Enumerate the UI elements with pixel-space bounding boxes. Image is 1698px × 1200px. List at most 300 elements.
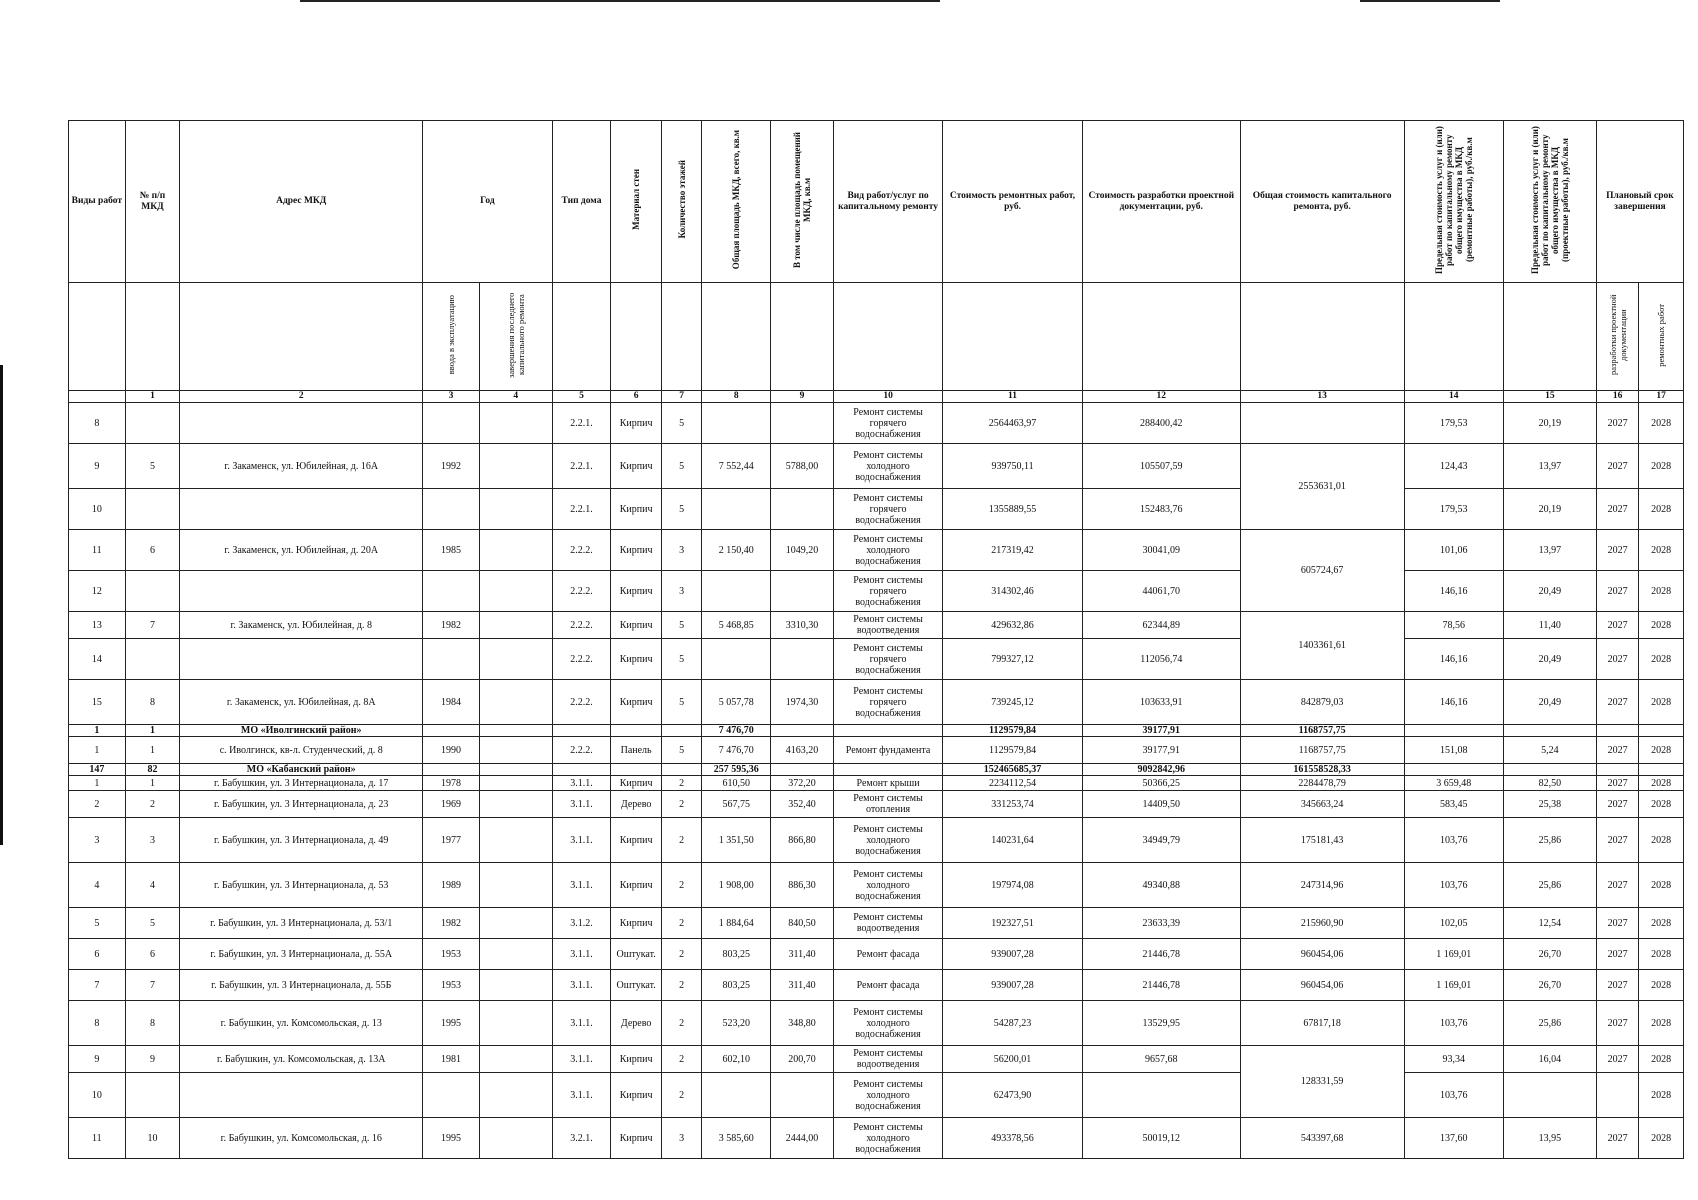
- table-cell: 1 884,64: [702, 908, 771, 939]
- table-cell: [479, 612, 552, 639]
- table-cell: 605724,67: [1240, 530, 1404, 612]
- table-cell: Ремонт системы горячего водоснабжения: [833, 489, 942, 530]
- table-cell: 6: [125, 939, 180, 970]
- table-cell: 493378,56: [943, 1118, 1083, 1159]
- table-cell: [1404, 725, 1503, 737]
- table-cell: [180, 1073, 423, 1118]
- table-cell: 5: [661, 737, 701, 764]
- table-cell: 5: [69, 908, 126, 939]
- table-cell: МО «Иволгинский район»: [180, 725, 423, 737]
- table-cell: 2: [661, 1046, 701, 1073]
- table-cell: [423, 639, 480, 680]
- table-cell: 9657,68: [1082, 1046, 1240, 1073]
- table-cell: 2.2.2.: [552, 530, 611, 571]
- table-cell: 2028: [1639, 1073, 1684, 1118]
- table-cell: 2027: [1596, 571, 1638, 612]
- table-cell: [180, 283, 423, 391]
- table-cell: 9: [771, 391, 834, 403]
- table-cell: 4: [69, 863, 126, 908]
- repair-register-table: [68, 120, 1684, 1159]
- table-cell: [943, 283, 1083, 391]
- table-cell: 3.1.2.: [552, 908, 611, 939]
- col-year-commissioning: ввода в эксплуатацию: [423, 283, 480, 391]
- table-cell: 78,56: [1404, 612, 1503, 639]
- table-cell: [479, 680, 552, 725]
- table-cell: [702, 571, 771, 612]
- table-cell: 67817,18: [1240, 1001, 1404, 1046]
- table-cell: Кирпич: [611, 489, 662, 530]
- table-cell: 1 908,00: [702, 863, 771, 908]
- table-cell: 2.2.2.: [552, 612, 611, 639]
- table-cell: 2027: [1596, 970, 1638, 1001]
- table-cell: 2028: [1639, 639, 1684, 680]
- table-cell: 3.1.1.: [552, 791, 611, 818]
- table-cell: [833, 725, 942, 737]
- table-cell: Ремонт фасада: [833, 970, 942, 1001]
- table-cell: Кирпич: [611, 680, 662, 725]
- table-cell: 429632,86: [943, 612, 1083, 639]
- table-cell: Ремонт системы водоотведения: [833, 612, 942, 639]
- table-cell: 311,40: [771, 970, 834, 1001]
- table-cell: 21446,78: [1082, 939, 1240, 970]
- table-cell: 2: [661, 908, 701, 939]
- table-cell: 247314,96: [1240, 863, 1404, 908]
- col-area: Общая площадь МКД, всего, кв.м: [702, 121, 771, 283]
- table-cell: 5 057,78: [702, 680, 771, 725]
- table-cell: [180, 403, 423, 444]
- table-cell: [423, 571, 480, 612]
- table-cell: 5,24: [1503, 737, 1596, 764]
- table-cell: 20,49: [1503, 680, 1596, 725]
- table-row: [69, 908, 1684, 939]
- table-cell: 13: [1240, 391, 1404, 403]
- table-cell: 3.1.1.: [552, 818, 611, 863]
- table-cell: 2027: [1596, 530, 1638, 571]
- table-cell: 2: [661, 776, 701, 791]
- table-cell: [479, 530, 552, 571]
- table-cell: [125, 639, 180, 680]
- table-cell: 2.2.2.: [552, 639, 611, 680]
- table-cell: 11: [943, 391, 1083, 403]
- table-cell: 2028: [1639, 612, 1684, 639]
- col-vidy-rabot: Виды работ: [69, 121, 126, 283]
- table-cell: Кирпич: [611, 908, 662, 939]
- col-total-cost: Общая стоимость капитального ремонта, руб.: [1240, 121, 1404, 283]
- table-cell: 4163,20: [771, 737, 834, 764]
- table-cell: 93,34: [1404, 1046, 1503, 1073]
- table-cell: 2028: [1639, 939, 1684, 970]
- table-cell: 523,20: [702, 1001, 771, 1046]
- table-cell: 602,10: [702, 1046, 771, 1073]
- table-cell: [479, 639, 552, 680]
- scan-edge-line: [1360, 0, 1500, 2]
- table-cell: 6: [125, 530, 180, 571]
- table-cell: [125, 571, 180, 612]
- table-cell: 3: [423, 391, 480, 403]
- table-cell: Ремонт системы горячего водоснабжения: [833, 639, 942, 680]
- table-cell: [479, 863, 552, 908]
- table-cell: 16: [1596, 391, 1638, 403]
- table-cell: 25,86: [1503, 863, 1596, 908]
- table-cell: 3.1.1.: [552, 863, 611, 908]
- table-cell: 939007,28: [943, 939, 1083, 970]
- table-cell: Кирпич: [611, 530, 662, 571]
- table-cell: 1990: [423, 737, 480, 764]
- table-cell: 146,16: [1404, 571, 1503, 612]
- table-cell: 257 595,36: [702, 764, 771, 776]
- table-cell: Ремонт системы горячего водоснабжения: [833, 680, 942, 725]
- table-cell: 15: [1503, 391, 1596, 403]
- table-cell: Ремонт системы отопления: [833, 791, 942, 818]
- table-cell: 610,50: [702, 776, 771, 791]
- table-cell: 1: [125, 391, 180, 403]
- table-cell: [479, 776, 552, 791]
- table-cell: [479, 818, 552, 863]
- table-cell: [1503, 1073, 1596, 1118]
- table-cell: [1240, 283, 1404, 391]
- table-cell: Ремонт системы холодного водоснабжения: [833, 1073, 942, 1118]
- table-cell: 10: [69, 1073, 126, 1118]
- table-cell: 2027: [1596, 863, 1638, 908]
- table-cell: 348,80: [771, 1001, 834, 1046]
- table-cell: 16,04: [1503, 1046, 1596, 1073]
- table-cell: Кирпич: [611, 1073, 662, 1118]
- table-cell: [180, 571, 423, 612]
- table-cell: г. Бабушкин, ул. 3 Интернационала, д. 53: [180, 863, 423, 908]
- table-cell: 5788,00: [771, 444, 834, 489]
- table-cell: 10: [69, 489, 126, 530]
- table-row: [69, 639, 1684, 680]
- column-numbers-row: [69, 391, 1684, 403]
- table-cell: 2 150,40: [702, 530, 771, 571]
- table-cell: 175181,43: [1240, 818, 1404, 863]
- table-cell: 1: [125, 776, 180, 791]
- table-cell: 2: [661, 1073, 701, 1118]
- table-cell: 56200,01: [943, 1046, 1083, 1073]
- table-cell: 2028: [1639, 530, 1684, 571]
- table-cell: 103633,91: [1082, 680, 1240, 725]
- table-cell: [1240, 403, 1404, 444]
- table-cell: 13: [69, 612, 126, 639]
- table-cell: 197974,08: [943, 863, 1083, 908]
- table-cell: 2028: [1639, 680, 1684, 725]
- table-cell: 161558528,33: [1240, 764, 1404, 776]
- table-cell: 2028: [1639, 908, 1684, 939]
- table-cell: 1953: [423, 970, 480, 1001]
- col-floors: Количество этажей: [661, 121, 701, 283]
- table-cell: 1982: [423, 612, 480, 639]
- table-cell: Ремонт системы горячего водоснабжения: [833, 403, 942, 444]
- table-cell: [1082, 1073, 1240, 1118]
- table-cell: Ремонт системы холодного водоснабжения: [833, 530, 942, 571]
- table-cell: 939750,11: [943, 444, 1083, 489]
- col-design-cost: Стоимость разработки проектной документации, руб.: [1082, 121, 1240, 283]
- table-cell: 1 169,01: [1404, 939, 1503, 970]
- table-cell: [702, 1073, 771, 1118]
- table-cell: 25,38: [1503, 791, 1596, 818]
- table-cell: 50366,25: [1082, 776, 1240, 791]
- table-cell: 960454,06: [1240, 970, 1404, 1001]
- table-cell: 20,19: [1503, 489, 1596, 530]
- table-cell: 960454,06: [1240, 939, 1404, 970]
- table-cell: [1596, 725, 1638, 737]
- scan-edge-line: [0, 365, 3, 845]
- table-cell: 2.2.2.: [552, 680, 611, 725]
- table-cell: [479, 571, 552, 612]
- table-cell: Кирпич: [611, 1118, 662, 1159]
- table-cell: 7 476,70: [702, 725, 771, 737]
- col-np: № п/п МКД: [125, 121, 180, 283]
- col-year-last-repair: завершения последнего капитального ремонта: [479, 283, 552, 391]
- table-cell: [1503, 283, 1596, 391]
- table-cell: 1168757,75: [1240, 737, 1404, 764]
- table-row: [69, 970, 1684, 1001]
- table-cell: 13,97: [1503, 444, 1596, 489]
- table-cell: 15: [69, 680, 126, 725]
- table-cell: 3.1.1.: [552, 1073, 611, 1118]
- table-cell: 2553631,01: [1240, 444, 1404, 530]
- table-cell: 2: [661, 863, 701, 908]
- table-cell: [180, 639, 423, 680]
- table-cell: Ремонт системы холодного водоснабжения: [833, 1118, 942, 1159]
- table-cell: [479, 1001, 552, 1046]
- table-cell: Ремонт фундамента: [833, 737, 942, 764]
- table-cell: 20,19: [1503, 403, 1596, 444]
- table-cell: Ремонт системы водоотведения: [833, 908, 942, 939]
- table-row: [69, 1046, 1684, 1073]
- table-cell: 124,43: [1404, 444, 1503, 489]
- table-cell: [702, 639, 771, 680]
- table-cell: 3: [661, 571, 701, 612]
- table-cell: 5: [661, 612, 701, 639]
- table-cell: Оштукат.: [611, 939, 662, 970]
- table-cell: 39177,91: [1082, 725, 1240, 737]
- table-cell: [611, 725, 662, 737]
- table-cell: [1503, 725, 1596, 737]
- table-cell: [1639, 764, 1684, 776]
- table-cell: 7: [661, 391, 701, 403]
- table-row: [69, 680, 1684, 725]
- table-cell: 5: [661, 444, 701, 489]
- table-cell: Кирпич: [611, 403, 662, 444]
- col-limit-repair: Предельная стоимость услуг и (или) работ по капитальному ремонту общего имущества в МКД (ремонтные работы), руб./кв.м: [1404, 121, 1503, 283]
- municipality-summary-row: [69, 725, 1684, 737]
- table-cell: 2028: [1639, 970, 1684, 1001]
- table-cell: г. Закаменск, ул. Юбилейная, д. 8: [180, 612, 423, 639]
- table-cell: Дерево: [611, 1001, 662, 1046]
- table-cell: 82: [125, 764, 180, 776]
- table-cell: 8: [69, 403, 126, 444]
- table-cell: 8: [125, 680, 180, 725]
- table-cell: г. Бабушкин, ул. 3 Интернационала, д. 17: [180, 776, 423, 791]
- table-cell: 2027: [1596, 791, 1638, 818]
- table-cell: [771, 639, 834, 680]
- table-cell: 2: [661, 1001, 701, 1046]
- table-cell: 3.1.1.: [552, 1001, 611, 1046]
- table-cell: 147: [69, 764, 126, 776]
- table-cell: [125, 403, 180, 444]
- table-cell: 2284478,79: [1240, 776, 1404, 791]
- table-cell: г. Бабушкин, ул. 3 Интернационала, д. 23: [180, 791, 423, 818]
- table-cell: 2444,00: [771, 1118, 834, 1159]
- table-row: [69, 444, 1684, 489]
- col-term-design: разработки проектной документации: [1596, 283, 1638, 391]
- table-cell: 5: [661, 639, 701, 680]
- table-cell: г. Бабушкин, ул. Комсомольская, д. 13А: [180, 1046, 423, 1073]
- table-cell: 2028: [1639, 489, 1684, 530]
- table-cell: 4: [125, 863, 180, 908]
- table-cell: 49340,88: [1082, 863, 1240, 908]
- table-cell: 200,70: [771, 1046, 834, 1073]
- table-cell: [552, 725, 611, 737]
- table-cell: Ремонт крыши: [833, 776, 942, 791]
- table-cell: 2: [69, 791, 126, 818]
- table-cell: 1 351,50: [702, 818, 771, 863]
- table-cell: 372,20: [771, 776, 834, 791]
- table-cell: 26,70: [1503, 970, 1596, 1001]
- table-cell: г. Бабушкин, ул. Комсомольская, д. 13: [180, 1001, 423, 1046]
- table-cell: 6: [69, 939, 126, 970]
- table-cell: 866,80: [771, 818, 834, 863]
- table-cell: 2028: [1639, 1001, 1684, 1046]
- table-cell: 345663,24: [1240, 791, 1404, 818]
- table-cell: [69, 283, 126, 391]
- table-cell: 151,08: [1404, 737, 1503, 764]
- table-cell: 1129579,84: [943, 725, 1083, 737]
- table-cell: 3 585,60: [702, 1118, 771, 1159]
- table-cell: [423, 764, 480, 776]
- table-cell: 2027: [1596, 1001, 1638, 1046]
- table-cell: [479, 489, 552, 530]
- table-cell: 2.2.2.: [552, 571, 611, 612]
- col-work-type: Вид работ/услуг по капитальному ремонту: [833, 121, 942, 283]
- table-cell: 4: [479, 391, 552, 403]
- table-cell: 2028: [1639, 863, 1684, 908]
- table-cell: 14: [69, 639, 126, 680]
- table-cell: [552, 764, 611, 776]
- table-cell: 21446,78: [1082, 970, 1240, 1001]
- table-cell: Ремонт системы водоотведения: [833, 1046, 942, 1073]
- table-cell: [702, 489, 771, 530]
- col-year: Год: [423, 121, 553, 283]
- table-cell: [702, 283, 771, 391]
- table-cell: 14409,50: [1082, 791, 1240, 818]
- table-cell: 103,76: [1404, 818, 1503, 863]
- table-cell: 1355889,55: [943, 489, 1083, 530]
- table-cell: 886,30: [771, 863, 834, 908]
- table-cell: 20,49: [1503, 571, 1596, 612]
- table-cell: г. Бабушкин, ул. Комсомольская, д. 16: [180, 1118, 423, 1159]
- table-cell: 62473,90: [943, 1073, 1083, 1118]
- table-cell: 331253,74: [943, 791, 1083, 818]
- table-cell: 2028: [1639, 571, 1684, 612]
- table-cell: 179,53: [1404, 403, 1503, 444]
- table-cell: [661, 725, 701, 737]
- table-cell: 9: [69, 444, 126, 489]
- col-term-repair: ремонтных работ: [1639, 283, 1684, 391]
- table-cell: 2027: [1596, 908, 1638, 939]
- table-cell: 1977: [423, 818, 480, 863]
- table-cell: 3.1.1.: [552, 1046, 611, 1073]
- table-cell: 23633,39: [1082, 908, 1240, 939]
- table-cell: 3 659,48: [1404, 776, 1503, 791]
- table-cell: 2: [125, 791, 180, 818]
- table-cell: 50019,12: [1082, 1118, 1240, 1159]
- table-cell: [479, 725, 552, 737]
- table-cell: 5: [552, 391, 611, 403]
- col-planned-term: Плановый срок завершения: [1596, 121, 1683, 283]
- table-cell: 103,76: [1404, 863, 1503, 908]
- table-cell: [771, 489, 834, 530]
- table-cell: 7 476,70: [702, 737, 771, 764]
- table-cell: 12: [69, 571, 126, 612]
- table-cell: г. Закаменск, ул. Юбилейная, д. 20А: [180, 530, 423, 571]
- table-cell: 2.2.1.: [552, 403, 611, 444]
- table-cell: [1596, 764, 1638, 776]
- subheader-row: [69, 283, 1684, 391]
- table-row: [69, 530, 1684, 571]
- table-cell: 11,40: [1503, 612, 1596, 639]
- table-cell: 2027: [1596, 680, 1638, 725]
- table-cell: 2028: [1639, 791, 1684, 818]
- col-repair-cost: Стоимость ремонтных работ, руб.: [943, 121, 1083, 283]
- table-cell: Панель: [611, 737, 662, 764]
- table-cell: Кирпич: [611, 444, 662, 489]
- table-cell: [479, 737, 552, 764]
- col-house-type: Тип дома: [552, 121, 611, 283]
- table-cell: 2234112,54: [943, 776, 1083, 791]
- table-cell: 2027: [1596, 1046, 1638, 1073]
- table-cell: 6: [611, 391, 662, 403]
- table-cell: г. Бабушкин, ул. 3 Интернационала, д. 55Б: [180, 970, 423, 1001]
- table-cell: [125, 1073, 180, 1118]
- table-cell: 2027: [1596, 737, 1638, 764]
- table-cell: 3.1.1.: [552, 970, 611, 1001]
- table-cell: 8: [69, 1001, 126, 1046]
- municipality-summary-row: [69, 764, 1684, 776]
- table-cell: 1: [69, 725, 126, 737]
- table-cell: 2027: [1596, 444, 1638, 489]
- table-cell: 7: [125, 970, 180, 1001]
- table-cell: [125, 489, 180, 530]
- table-cell: 179,53: [1404, 489, 1503, 530]
- table-cell: [771, 764, 834, 776]
- table-cell: 102,05: [1404, 908, 1503, 939]
- table-cell: [611, 764, 662, 776]
- table-cell: 2028: [1639, 818, 1684, 863]
- table-cell: 2: [661, 791, 701, 818]
- table-cell: 5: [125, 444, 180, 489]
- table-row: [69, 489, 1684, 530]
- table-cell: 128331,59: [1240, 1046, 1404, 1118]
- table-cell: 842879,03: [1240, 680, 1404, 725]
- table-cell: 1985: [423, 530, 480, 571]
- table-cell: 1168757,75: [1240, 725, 1404, 737]
- table-cell: 140231,64: [943, 818, 1083, 863]
- table-cell: [833, 283, 942, 391]
- table-cell: [423, 489, 480, 530]
- table-cell: 5: [125, 908, 180, 939]
- table-cell: Кирпич: [611, 818, 662, 863]
- table-cell: 14: [1404, 391, 1503, 403]
- table-cell: 2028: [1639, 1046, 1684, 1073]
- table-cell: 1: [125, 725, 180, 737]
- table-cell: 9: [125, 1046, 180, 1073]
- table-cell: 1: [69, 737, 126, 764]
- table-cell: 217319,42: [943, 530, 1083, 571]
- table-cell: [1404, 764, 1503, 776]
- table-cell: 311,40: [771, 939, 834, 970]
